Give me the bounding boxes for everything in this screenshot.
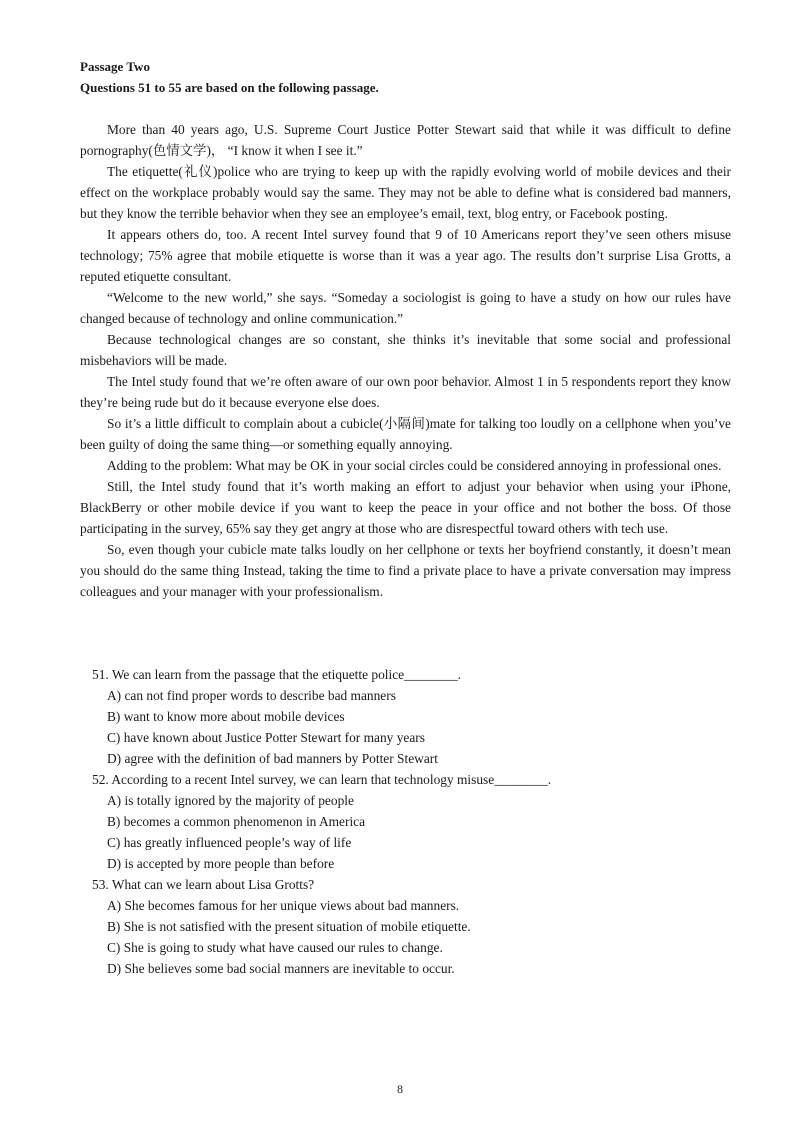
answer-option-b: B) She is not satisfied with the present situation of mobile etiquette. bbox=[107, 919, 471, 934]
answer-option-a: A) can not find proper words to describe bad manners bbox=[107, 688, 396, 703]
passage-paragraph: Adding to the problem: What may be OK in your social circles could be considered annoying in professional ones. bbox=[107, 458, 722, 473]
answer-option-c: C) She is going to study what have caused our rules to change. bbox=[107, 940, 443, 955]
passage-body bbox=[80, 119, 731, 602]
passage-paragraph: So, even though your cubicle mate talks loudly on her cellphone or texts her boyfriend constantly, it doesn’t mean you should do the same thing Instead, taking the time to find a private place to have a private conversation may impress colleagues and your manager with your professionalism. bbox=[80, 542, 731, 599]
question-51 bbox=[92, 664, 712, 769]
questions-instruction: Questions 51 to 55 are based on the following passage. bbox=[80, 80, 379, 95]
passage-paragraph: The etiquette(礼仪)police who are trying to keep up with the rapidly evolving world of mobile devices and their effect on the workplace probably would say the same. They may not be able to define what is considered bad manners, but they know the terrible behavior when they see an employee’s email, text, blog entry, or Facebook posting. bbox=[80, 164, 731, 221]
answer-option-a: A) is totally ignored by the majority of people bbox=[107, 793, 354, 808]
passage-paragraph: More than 40 years ago, U.S. Supreme Court Justice Potter Stewart said that while it was difficult to define pornography(色情文学)， “I know it when I see it.” bbox=[80, 122, 731, 158]
question-53 bbox=[92, 874, 712, 979]
passage-paragraph: Still, the Intel study found that it’s worth making an effort to adjust your behavior when using your iPhone, BlackBerry or other mobile device if you want to keep the peace in your office and not bother the boss. Of those participating in the survey, 65% say they get angry at those who are disrespectful toward others with tech use. bbox=[80, 479, 731, 536]
passage-paragraph: Because technological changes are so constant, she thinks it’s inevitable that some social and professional misbehaviors will be made. bbox=[80, 332, 731, 368]
answer-option-a: A) She becomes famous for her unique views about bad manners. bbox=[107, 898, 460, 913]
question-stem: 53. What can we learn about Lisa Grotts? bbox=[92, 877, 315, 892]
answer-option-d: D) agree with the definition of bad manners by Potter Stewart bbox=[107, 751, 438, 766]
question-52 bbox=[92, 769, 712, 874]
answer-option-b: B) want to know more about mobile devices bbox=[107, 709, 345, 724]
answer-option-d: D) is accepted by more people than before bbox=[107, 856, 335, 871]
answer-option-c: C) has greatly influenced people’s way of life bbox=[107, 835, 352, 850]
question-stem: 51. We can learn from the passage that the etiquette police________. bbox=[92, 667, 462, 682]
answer-option-c: C) have known about Justice Potter Stewart for many years bbox=[107, 730, 425, 745]
answer-option-d: D) She believes some bad social manners are inevitable to occur. bbox=[107, 961, 455, 976]
question-list bbox=[92, 664, 712, 979]
answer-option-b: B) becomes a common phenomenon in America bbox=[107, 814, 366, 829]
passage-paragraph: “Welcome to the new world,” she says. “Someday a sociologist is going to have a study on how our rules have changed because of technology and online communication.” bbox=[80, 290, 731, 326]
section-title: Passage Two bbox=[80, 59, 150, 74]
passage-paragraph: The Intel study found that we’re often aware of our own poor behavior. Almost 1 in 5 respondents report they know they’re being rude but do it because everyone else does. bbox=[80, 374, 731, 410]
passage-paragraph: So it’s a little difficult to complain about a cubicle(小隔间)mate for talking too loudly on a cellphone when you’ve been guilty of doing the same thing—or something equally annoying. bbox=[80, 416, 731, 452]
passage-paragraph: It appears others do, too. A recent Intel survey found that 9 of 10 Americans report they’ve seen others misuse technology; 75% agree that mobile etiquette is worse than it was a year ago. The results don’t surprise Lisa Grotts, a reputed etiquette consultant. bbox=[80, 227, 731, 284]
page-number: 8 bbox=[397, 1082, 403, 1096]
question-stem: 52. According to a recent Intel survey, we can learn that technology misuse________. bbox=[92, 772, 552, 787]
